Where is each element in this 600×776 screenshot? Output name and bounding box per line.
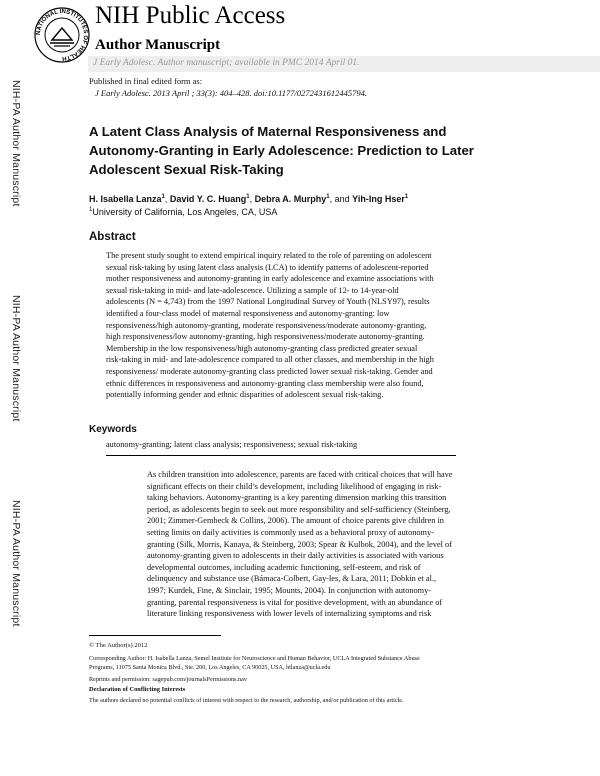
svg-text:NATIONAL INSTITUTES OF HEALTH: NATIONAL INSTITUTES OF HEALTH — [35, 8, 89, 62]
author-list — [89, 194, 408, 204]
author-separator: , and — [329, 194, 353, 204]
intro-line: period, as adolescents begin to seek out more responsibility and self-sufficiency (Steinberg, — [147, 504, 451, 514]
author-affiliation-mark: 1 — [326, 194, 330, 200]
keywords-text: autonomy-granting; latent class analysis; responsiveness; sexual risk-taking — [106, 440, 358, 449]
corresponding-author — [89, 655, 589, 672]
abstract-line: The present study sought to extend empirical inquiry related to the role of parenting on adolescent — [106, 251, 432, 260]
affiliation-text: University of California, Los Angeles, CA, USA — [92, 207, 278, 217]
intro-line: granting (Silk, Morris, Kanaya, & Steinberg, 2003; Spear & Kulbok, 2004), and the level of — [147, 539, 452, 549]
intro-line: granting, parental responsiveness is vital for positive development, with an abundance of — [147, 597, 443, 607]
author-separator: , — [249, 194, 255, 204]
author-separator: , — [164, 194, 170, 204]
keywords-divider — [106, 455, 456, 456]
abstract-line: mother responsiveness and autonomy-granting in early adolescence and examine associations with — [106, 274, 434, 284]
intro-line: delinquency and substance use (Bámaca-Colbert, Gay-les, & Lara, 2011; Dobkin et al., — [147, 574, 437, 584]
conflict-text: The authors declared no potential conflicts of interest with respect to the research, authorship, and/or publication of this article. — [89, 697, 404, 704]
intro-line: 1997; Kurdek, Fine, & Sinclair, 1995; Mounts, 2004). In conjunction with autonomy- — [147, 585, 432, 595]
abstract-line: sexual risk-taking in mid- and late-adolescence. Utilizing a sample of 12- to 14-year-old — [106, 285, 399, 295]
intro-line: 2001; Zimmer-Gembeck & Collins, 2006). The amount of choice parents give children in — [147, 516, 444, 526]
intro-line: setting limits on daily activities is commonly used as a behavioral proxy of autonomy- — [147, 527, 434, 537]
author-name: David Y. C. Huang — [169, 194, 247, 204]
reprints-note: Reprints and permission: sagepub.com/journalsPermissions.nav — [89, 676, 247, 683]
affiliation-mark: 1 — [89, 207, 93, 213]
footnote-rule — [89, 635, 221, 636]
affiliation — [89, 207, 277, 217]
intro-line: autonomy-granting given to adolescents in their daily activities is associated with various — [147, 551, 444, 561]
article-title — [89, 122, 589, 179]
availability-line: J Early Adolesc. Author manuscript; available in PMC 2014 April 01. — [93, 58, 360, 68]
abstract-line: high responsiveness/low autonomy-granting, high responsiveness/moderate autonomy-granting. — [106, 332, 425, 342]
title-line: Autonomy-Granting in Early Adolescence: Prediction to Later — [89, 143, 474, 158]
abstract-line: adolescents (N = 4,743) from the 1997 National Longitudinal Survey of Youth (NLSY97), results — [106, 297, 430, 307]
intro-line: As children transition into adolescence, parents are faced with critical choices that will have — [147, 470, 453, 479]
keywords-heading: Keywords — [89, 424, 137, 435]
abstract-line: potentially informing gender and ethnic disparities of adolescent sexual risk-taking. — [106, 390, 384, 400]
author-affiliation-mark: 1 — [246, 194, 250, 200]
side-label-bottom: NIH-PA Author Manuscript — [10, 500, 22, 627]
copyright-note: © The Author(s) 2012 — [89, 642, 148, 649]
nih-seal-logo — [33, 6, 91, 64]
corresponding-line: Corresponding Author: H. Isabella Lanza, Semel Institute for Neuroscience and Human Behavior, UCLA Integrated Substance Abuse — [89, 655, 420, 662]
author-name: H. Isabella Lanza — [89, 194, 162, 204]
abstract-heading: Abstract — [89, 231, 136, 243]
author-name: Yih-Ing Hser — [352, 194, 405, 204]
author-name: Debra A. Murphy — [254, 194, 327, 204]
title-line: Adolescent Sexual Risk-Taking — [89, 162, 284, 177]
abstract-line: sexual risk-taking by using latent class analysis (LCA) to identify patterns of adolescent-reported — [106, 262, 429, 272]
title-line: A Latent Class Analysis of Maternal Responsiveness and — [89, 124, 447, 139]
side-label-middle: NIH-PA Author Manuscript — [10, 295, 22, 422]
intro-line: taking behaviors. Autonomy-granting is a key parenting dimension marking this transition — [147, 493, 447, 503]
nih-public-access-title: NIH Public Access — [95, 2, 286, 29]
intro-line: developmental outcomes, including academic functioning, self-esteem, and risk of — [147, 562, 421, 572]
author-affiliation-mark: 1 — [161, 194, 165, 200]
abstract-line: responsiveness/ moderate autonomy-granting class predicted lower sexual risk-taking. Gender and — [106, 366, 433, 376]
intro-line: literature linking responsiveness with lower levels of internalizing symptoms and risk — [147, 609, 432, 619]
author-affiliation-mark: 1 — [404, 194, 409, 200]
corresponding-line: Programs, 11075 Santa Monica Blvd., Ste. 200, Los Angeles, CA 90025, USA, hilanza@ucla.edu — [89, 663, 331, 671]
abstract-body — [106, 250, 576, 401]
intro-body — [147, 469, 572, 620]
abstract-line: risk-taking in mid- and late-adolescence compared to all other classes, and membership in the high — [106, 355, 434, 365]
author-manuscript-subtitle: Author Manuscript — [95, 37, 221, 53]
abstract-line: ethnic differences in responsiveness and autonomy-granting class membership were also found, — [106, 378, 424, 388]
abstract-line: Membership in the low responsiveness/high autonomy-granting class predicted greater sexual — [106, 343, 418, 353]
published-citation: J Early Adolesc. 2013 April ; 33(3): 404–428. doi:10.1177/0272431612445794. — [95, 88, 367, 98]
abstract-line: identified a four-class model of maternal responsiveness and autonomy-granting: low — [106, 308, 390, 318]
published-label: Published in final edited form as: — [89, 76, 203, 86]
intro-line: significant effects on their child’s development, including likelihood of engaging in risk- — [147, 481, 442, 491]
conflict-heading: Declaration of Conflicting Interests — [89, 686, 186, 693]
side-label-top: NIH-PA Author Manuscript — [10, 80, 22, 207]
abstract-line: responsiveness/high autonomy-granting, moderate responsiveness/moderate autonomy-granting, — [106, 320, 427, 330]
